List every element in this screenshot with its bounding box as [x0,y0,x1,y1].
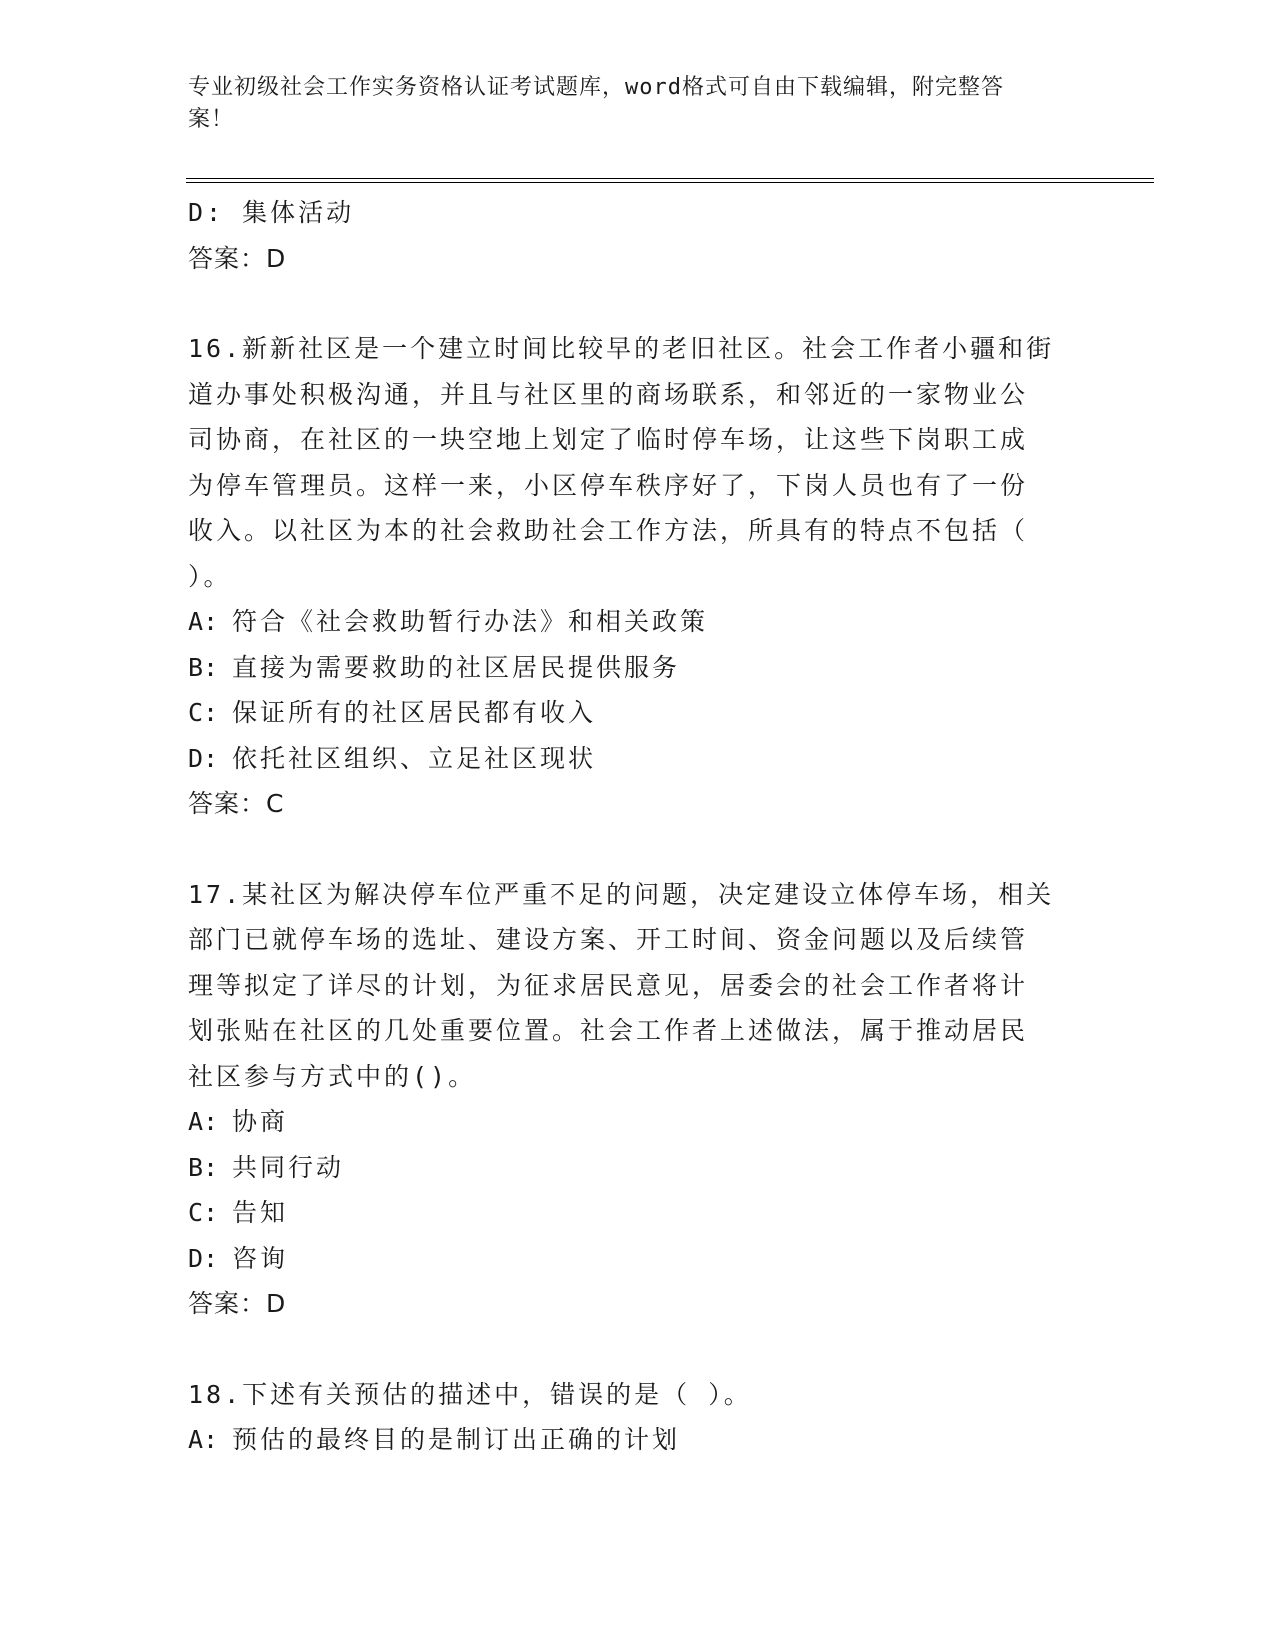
question-text [188,326,1088,599]
option-text: 协商 [232,1107,289,1136]
option-text: 符合《社会救助暂行办法》和相关政策 [232,607,709,636]
question-line: 理等拟定了详尽的计划，为征求居民意见，居委会的社会工作者将计 [188,970,1029,1000]
option-text: 告知 [232,1198,289,1227]
option-a [188,1099,1088,1145]
option-text: 共同行动 [232,1152,345,1182]
option-label: A: [188,1107,219,1136]
document-header [188,72,1068,136]
question-line: 司协商，在社区的一块空地上划定了临时停车场，让这些下岗职工成 [188,425,1029,454]
option-text: 依托社区组织、立足社区现状 [232,743,597,773]
option-label: A: [188,607,219,636]
question-line: 17.某社区为解决停车位严重不足的问题，决定建设立体停车场，相关 [188,879,1055,909]
answer-line: 答案：C [188,789,285,818]
option-text: 保证所有的社区居民都有收入 [232,698,597,727]
option-label: D: [188,1243,219,1273]
option-c [188,690,1088,736]
question-17 [188,872,1088,1327]
header-divider [186,182,1154,183]
question-line: 道办事处积极沟通，并且与社区里的商场联系，和邻近的一家物业公 [188,379,1029,409]
question-line: ）。 [188,561,232,591]
option-text: 咨询 [232,1243,289,1273]
answer-line: 答案：D [188,243,287,273]
question-text [188,872,1088,1100]
question-text [188,1372,1088,1418]
option-a [188,599,1088,645]
answer-line: 答案：D [188,1289,287,1318]
header-divider [186,178,1154,179]
question-line: 部门已就停车场的选址、建设方案、开工时间、资金问题以及后续管 [188,925,1029,954]
question-line: 为停车管理员。这样一来，小区停车秩序好了，下岗人员也有了一份 [188,470,1029,500]
option-text: D: 集体活动 [188,198,355,227]
option-label: B: [188,1152,219,1182]
option-label: B: [188,652,219,682]
question-18 [188,1372,1088,1463]
question-line: 划张贴在社区的几处重要位置。社会工作者上述做法，属于推动居民 [188,1016,1029,1045]
question-content [188,190,1088,1463]
option-label: A: [188,1425,219,1454]
option-label: C: [188,1198,219,1227]
option-d [188,1236,1088,1282]
option-text: 直接为需要救助的社区居民提供服务 [232,652,681,682]
option-b [188,1145,1088,1191]
option-b [188,645,1088,691]
option-label: D: [188,743,219,773]
header-line: 专业初级社会工作实务资格认证考试题库，word格式可自由下载编辑，附完整答 [188,75,1004,100]
option-label: C: [188,698,219,727]
question-line: 16.新新社区是一个建立时间比较早的老旧社区。社会工作者小疆和街 [188,334,1055,363]
option-text: 预估的最终目的是制订出正确的计划 [232,1425,681,1454]
question-line: 收入。以社区为本的社会救助社会工作方法，所具有的特点不包括（ [188,516,1029,545]
question-line: 18.下述有关预估的描述中，错误的是（ ）。 [188,1379,752,1409]
option-d [188,736,1088,782]
question-line: 社区参与方式中的()。 [188,1061,477,1091]
question-16 [188,326,1088,827]
option-a [188,1417,1088,1463]
option-c [188,1190,1088,1236]
header-line: 案！ [188,107,235,132]
